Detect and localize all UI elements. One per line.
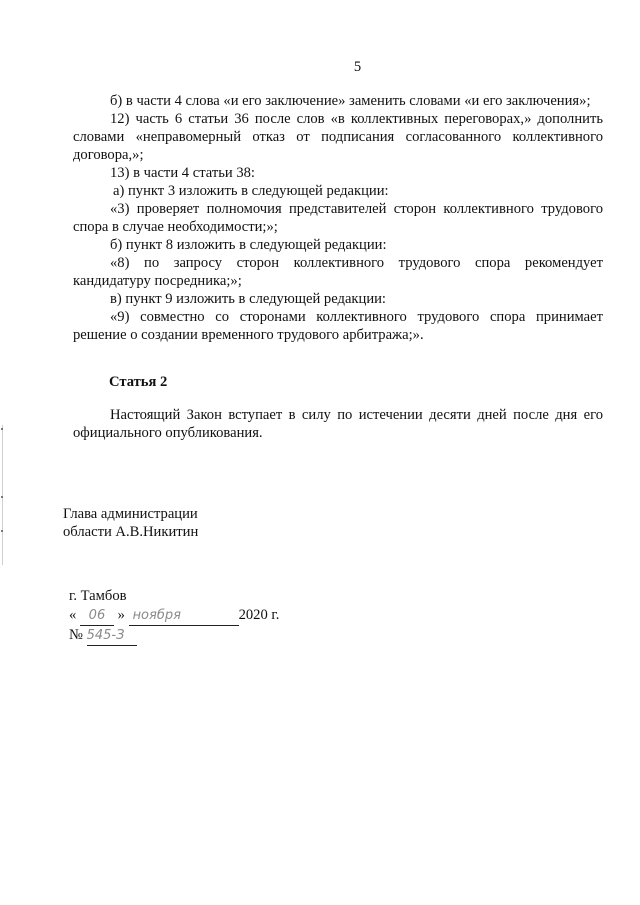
article-text: Настоящий Закон вступает в силу по истечении десяти дней после дня его официального опубликования.	[73, 407, 603, 441]
paragraph: 12) часть 6 статьи 36 после слов «в коллективных переговорах,» дополнить словами «неправомерный отказ от подписания согласованного коллективного договора,»;	[73, 111, 603, 163]
number-label: №	[69, 627, 83, 643]
place-name: г. Тамбов	[69, 588, 127, 604]
date-month: ноября	[129, 606, 239, 626]
paragraph: «9) совместно со сторонами коллективного трудового спора принимает решение о создании временного трудового арбитража;».	[73, 309, 603, 343]
scan-artifact-dot	[1, 530, 3, 532]
paragraph: б) пункт 8 изложить в следующей редакции:	[110, 237, 387, 253]
signature-name: области А.В.Никитин	[63, 524, 199, 540]
number-value: 545-З	[87, 626, 137, 646]
date-line	[69, 606, 279, 626]
date-day: 06	[80, 606, 114, 626]
signature-title: Глава администрации	[63, 506, 198, 522]
scan-artifact-dot	[1, 496, 3, 498]
page-number: 5	[353, 59, 362, 75]
amendments-block	[73, 92, 603, 344]
signature-block	[63, 505, 198, 541]
paragraph: «3) проверяет полномочия представителей сторон коллективного трудового спора в случае необходимости;»;	[73, 201, 603, 235]
paragraph: «8) по запросу сторон коллективного трудового спора рекомендует кандидатуру посредника;»;	[73, 255, 603, 289]
place-date-number-block	[69, 587, 279, 646]
date-year: 2020 г.	[238, 607, 280, 623]
paragraph: б) в части 4 слова «и его заключение» заменить словами «и его заключения»;	[110, 93, 591, 109]
scan-margin-line	[2, 425, 3, 565]
date-close-quote: »	[117, 607, 125, 623]
number-line	[69, 626, 279, 646]
paragraph: 13) в части 4 статьи 38:	[110, 165, 255, 181]
article-2-text-block	[73, 406, 603, 442]
scan-artifact-dot	[1, 428, 3, 430]
paragraph: в) пункт 9 изложить в следующей редакции:	[110, 291, 386, 307]
paragraph: а) пункт 3 изложить в следующей редакции:	[113, 183, 389, 199]
date-open-quote: «	[69, 607, 77, 623]
article-heading: Статья 2	[109, 374, 168, 390]
